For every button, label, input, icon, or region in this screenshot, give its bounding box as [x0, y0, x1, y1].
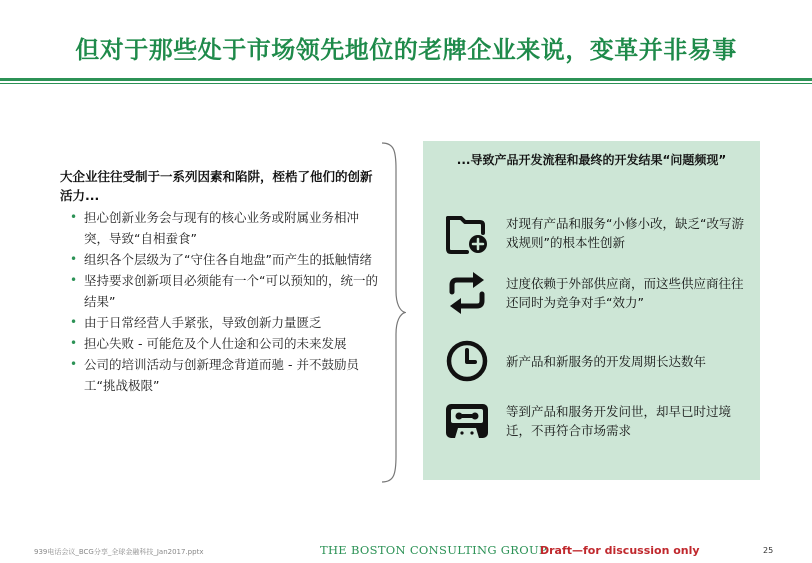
- consequence-text: 新产品和新服务的开发周期长达数年: [506, 353, 707, 369]
- list-item-text: 担心创新业务会与现有的核心业务或附属业务相冲突，导致“自相蚕食”: [84, 210, 360, 246]
- footer-draft-note: Draft—for discussion only: [540, 544, 700, 557]
- slide-title: 但对于那些处于市场领先地位的老牌企业来说，变革并非易事: [75, 36, 737, 64]
- list-item: [60, 270, 380, 312]
- footer-filename: 939电话会议_BCG分享_全球金融科技_Jan2017.pptx: [34, 548, 204, 556]
- consequence-item-4: [443, 397, 753, 445]
- consequence-text: 对现有产品和服务“小修小改，缺乏“改写游戏规则”的根本性创新: [506, 216, 744, 250]
- list-item-text: 由于日常经营人手紧张，导致创新力量匮乏: [84, 315, 322, 330]
- bullet-icon: •: [70, 336, 78, 350]
- folder-add-icon: [443, 209, 491, 257]
- list-item: [60, 354, 380, 396]
- bullet-icon: •: [70, 252, 78, 266]
- list-item: [60, 207, 380, 249]
- title-rule-thin: [0, 83, 812, 84]
- list-item-text: 组织各个层级为了“守住各自地盘”而产生的抵触情绪: [84, 252, 372, 267]
- cassette-tape-icon: [443, 397, 491, 445]
- list-item: [60, 333, 380, 354]
- bullet-icon: •: [70, 210, 78, 224]
- panel-header: ...导致产品开发流程和最终的开发结果“问题频现”: [456, 153, 727, 167]
- factor-list: [60, 207, 380, 396]
- consequence-item-2: [443, 269, 753, 317]
- consequence-item-1: [443, 209, 753, 257]
- exchange-arrows-icon: [443, 269, 491, 317]
- list-item: [60, 249, 380, 270]
- page-number: 25: [763, 546, 774, 555]
- curly-brace-icon: [380, 141, 406, 484]
- list-item-text: 公司的培训活动与创新理念背道而驰 - 并不鼓励员工“挑战极限”: [84, 357, 359, 393]
- bullet-icon: •: [70, 357, 78, 371]
- bullet-icon: •: [70, 273, 78, 287]
- left-column: [60, 167, 380, 396]
- footer-brand-logo: THE BOSTON CONSULTING GROUP: [320, 543, 548, 557]
- consequence-text: 等到产品和服务开发问世，却早已时过境迁，不再符合市场需求: [506, 404, 732, 438]
- clock-icon: [443, 337, 491, 385]
- list-item-text: 担心失败 - 可能危及个人仕途和公司的未来发展: [84, 336, 347, 351]
- bullet-icon: •: [70, 315, 78, 329]
- consequences-panel: [423, 141, 760, 480]
- list-item: [60, 312, 380, 333]
- title-rule-thick: [0, 78, 812, 81]
- left-intro: 大企业往往受制于一系列因素和陷阱，桎梏了他们的创新活力...: [60, 169, 373, 203]
- list-item-text: 坚持要求创新项目必须能有一个“可以预知的，统一的结果”: [84, 273, 378, 309]
- consequence-text: 过度依赖于外部供应商，而这些供应商往往还同时为竞争对手“效力”: [506, 276, 744, 310]
- consequence-item-3: [443, 337, 753, 385]
